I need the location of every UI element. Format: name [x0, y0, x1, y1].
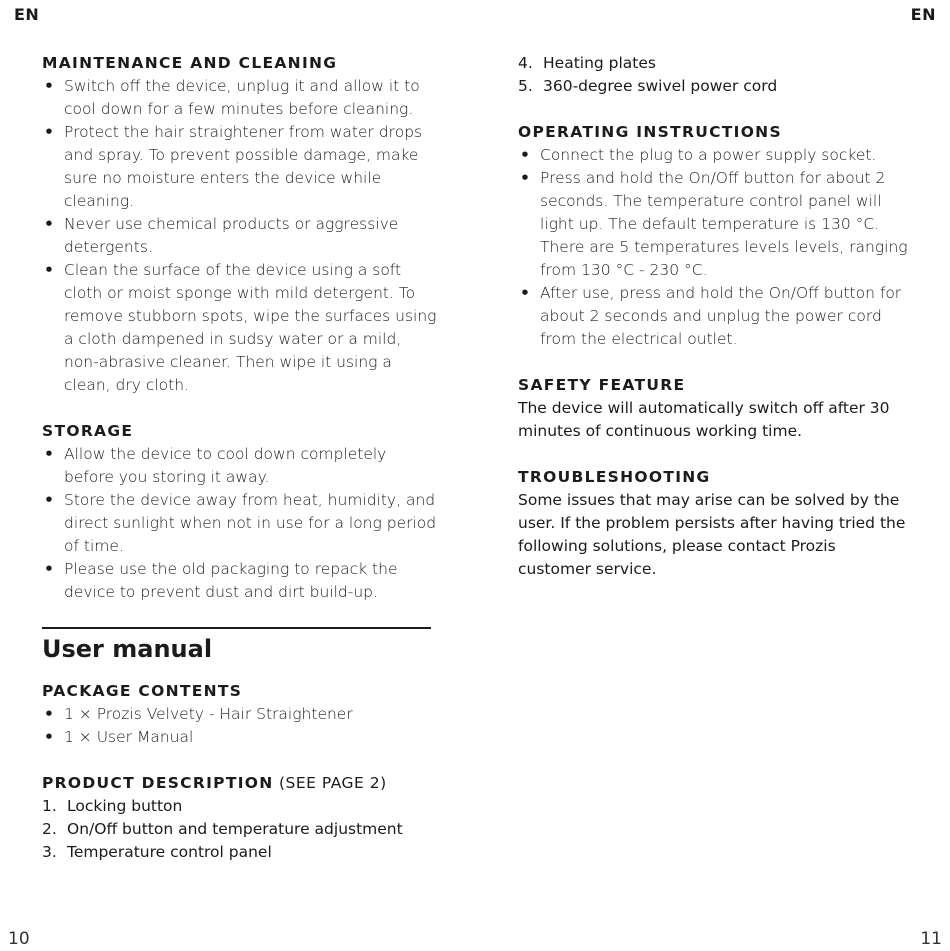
list-item — [518, 52, 913, 75]
item-text: 360-degree swivel power cord — [543, 77, 778, 95]
item-number: 5. — [518, 77, 533, 95]
safety-feature-text: The device will automatically switch off after 30 minutes of continuous working time. — [518, 399, 890, 440]
item-text: Temperature control panel — [67, 843, 272, 861]
maintenance-heading: MAINTENANCE AND CLEANING — [42, 54, 338, 72]
list-item: • Please use the old packaging to repack the device to prevent dust and dirt build-up. — [42, 558, 437, 604]
list-item: • After use, press and hold the On/Off button for about 2 seconds and unplug the power cord from the electrical outlet. — [518, 282, 913, 351]
list-item: • 1 × User Manual — [42, 726, 437, 749]
product-description-heading — [42, 772, 437, 795]
operating-instructions-list — [518, 144, 913, 351]
item-number: 1. — [42, 797, 57, 815]
item-text: Locking button — [67, 797, 183, 815]
product-description-list-continued — [518, 52, 913, 98]
item-number: 3. — [42, 843, 57, 861]
list-item: • Clean the surface of the device using a soft cloth or moist sponge with mild detergent. To remove stubborn spots, wipe the surfaces using a cloth dampened in sudsy water or a mild, non-abrasive cleaner. Then wipe it using a clean, dry cloth. — [42, 259, 437, 397]
list-item: • 1 × Prozis Velvety - Hair Straightener — [42, 703, 437, 726]
product-description-list — [42, 795, 437, 864]
page-number-right: 11 — [920, 929, 942, 949]
item-text: Heating plates — [543, 54, 656, 72]
product-description-suffix: (SEE PAGE 2) — [273, 774, 387, 792]
product-description-title: PRODUCT DESCRIPTION — [42, 774, 274, 792]
item-number: 2. — [42, 820, 57, 838]
storage-list — [42, 443, 437, 604]
maintenance-list — [42, 75, 437, 397]
page-number-left: 10 — [8, 929, 30, 949]
safety-feature-heading: SAFETY FEATURE — [518, 376, 686, 394]
section-divider — [42, 627, 431, 629]
language-label-left: EN — [14, 5, 40, 24]
right-page-column — [518, 52, 913, 581]
operating-instructions-heading: OPERATING INSTRUCTIONS — [518, 123, 782, 141]
list-item — [42, 841, 437, 864]
list-item: • Protect the hair straightener from water drops and spray. To prevent possible damage, make sure no moisture enters the device while cleaning. — [42, 121, 437, 213]
list-item: • Press and hold the On/Off button for about 2 seconds. The temperature control panel will light up. The default temperature is 130 °C. There are 5 temperatures levels levels, ranging from 130 °C - 230 °C. — [518, 167, 913, 282]
list-item — [42, 795, 437, 818]
user-manual-title: User manual — [42, 635, 213, 663]
language-label-right: EN — [910, 5, 936, 24]
list-item — [42, 818, 437, 841]
list-item: • Never use chemical products or aggressive detergents. — [42, 213, 437, 259]
troubleshooting-heading: TROUBLESHOOTING — [518, 468, 711, 486]
storage-heading: STORAGE — [42, 422, 134, 440]
list-item: • Switch off the device, unplug it and allow it to cool down for a few minutes before cleaning. — [42, 75, 437, 121]
item-number: 4. — [518, 54, 533, 72]
package-contents-list — [42, 703, 437, 749]
list-item — [518, 75, 913, 98]
package-contents-heading: PACKAGE CONTENTS — [42, 682, 243, 700]
left-page-column — [42, 52, 437, 864]
troubleshooting-text: Some issues that may arise can be solved by the user. If the problem persists after having tried the following solutions, please contact Prozis customer service. — [518, 491, 906, 578]
list-item: • Allow the device to cool down completely before you storing it away. — [42, 443, 437, 489]
list-item: • Store the device away from heat, humidity, and direct sunlight when not in use for a long period of time. — [42, 489, 437, 558]
item-text: On/Off button and temperature adjustment — [67, 820, 403, 838]
list-item: • Connect the plug to a power supply socket. — [518, 144, 913, 167]
